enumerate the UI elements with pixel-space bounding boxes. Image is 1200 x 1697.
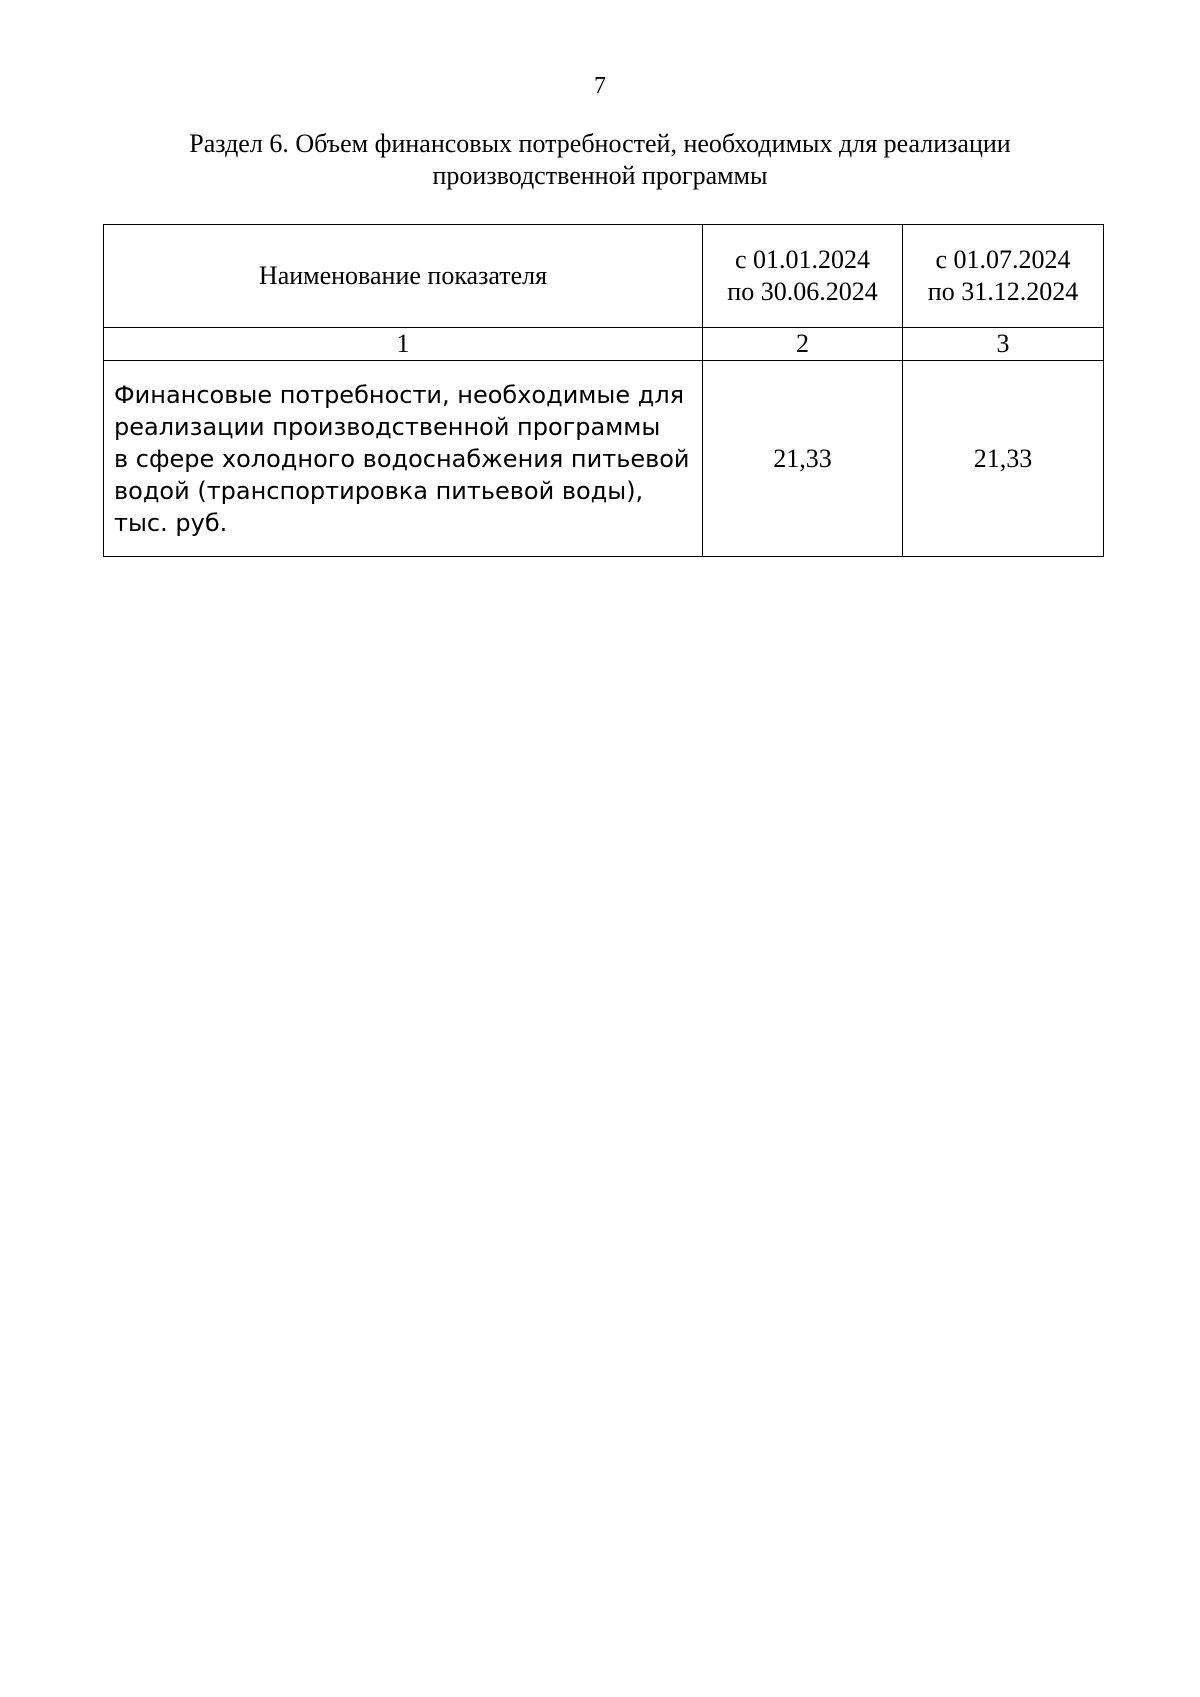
header-period-2-end: по 31.12.2024 [927,277,1079,306]
column-number: 2 [703,328,903,361]
header-period-1 [703,225,903,328]
table-row [104,361,1104,557]
indicator-label-line: реализации производственной программы [114,412,661,441]
column-number-row [104,328,1104,361]
header-period-2-start: с 01.07.2024 [935,245,1071,274]
indicator-label [104,361,703,557]
header-period-1-end: по 30.06.2024 [727,277,878,306]
header-period-1-start: с 01.01.2024 [734,245,871,274]
header-indicator: Наименование показателя [104,225,703,328]
section-title-line-2: производственной программы [432,161,768,190]
column-number: 3 [903,328,1104,361]
indicator-label-line: водой (транспортировка питьевой воды), [114,476,644,505]
value-period-1: 21,33 [703,361,903,557]
header-period-2 [903,225,1104,328]
page-number: 7 [594,73,606,99]
table-header-row [104,225,1104,328]
indicator-label-line: Финансовые потребности, необходимые для [114,380,685,409]
value-period-2: 21,33 [903,361,1104,557]
indicator-label-line: в сфере холодного водоснабжения питьевой [114,444,690,473]
indicator-label-line: тыс. руб. [114,508,228,537]
section-title-line-1: Раздел 6. Объем финансовых потребностей, необходимых для реализации [189,129,1011,158]
column-number: 1 [104,328,703,361]
financial-needs-table [103,224,1104,557]
section-title [100,128,1100,192]
